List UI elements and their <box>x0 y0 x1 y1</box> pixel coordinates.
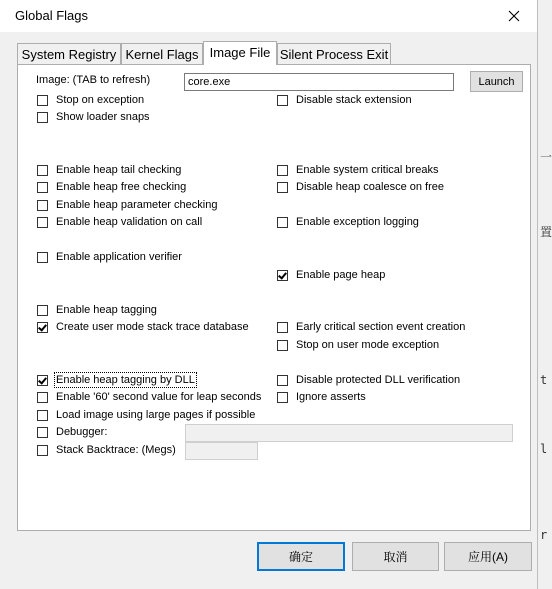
flag-page-heap[interactable]: Enable page heap <box>277 267 385 283</box>
close-icon <box>508 10 520 22</box>
tab-kernel-flags[interactable]: Kernel Flags <box>121 43 203 64</box>
window-title: Global Flags <box>15 8 88 23</box>
checkbox[interactable] <box>37 427 48 438</box>
checkbox[interactable] <box>277 322 288 333</box>
close-button[interactable] <box>493 0 535 31</box>
checkbox[interactable] <box>277 165 288 176</box>
launch-button[interactable]: Launch <box>470 71 523 92</box>
debugger-input[interactable] <box>185 424 513 442</box>
flag-stop-on-exception[interactable]: Stop on exception <box>37 92 144 108</box>
ok-button[interactable]: 确定 <box>257 542 345 571</box>
flag-heap-free-checking[interactable]: Enable heap free checking <box>37 179 186 195</box>
checkbox[interactable] <box>37 165 48 176</box>
flag-heap-tagging-by-dll[interactable]: Enable heap tagging by DLL <box>37 372 195 388</box>
checkbox-checked[interactable] <box>277 270 288 281</box>
checkbox[interactable] <box>277 392 288 403</box>
image-file-panel <box>17 64 531 531</box>
flag-show-loader-snaps[interactable]: Show loader snaps <box>37 109 150 125</box>
image-label: Image: (TAB to refresh) <box>36 74 151 86</box>
checkbox[interactable] <box>277 375 288 386</box>
tab-silent-process-exit[interactable]: Silent Process Exit <box>277 43 391 64</box>
checkbox[interactable] <box>37 95 48 106</box>
flag-exception-logging[interactable]: Enable exception logging <box>277 214 419 230</box>
image-name-input[interactable]: core.exe <box>184 73 454 91</box>
checkbox[interactable] <box>277 340 288 351</box>
flag-application-verifier[interactable]: Enable application verifier <box>37 249 182 265</box>
checkbox[interactable] <box>37 200 48 211</box>
flag-heap-tail-checking[interactable]: Enable heap tail checking <box>37 162 181 178</box>
checkbox[interactable] <box>37 392 48 403</box>
flag-debugger[interactable]: Debugger: <box>37 424 107 440</box>
flag-stop-on-user-exception[interactable]: Stop on user mode exception <box>277 337 439 353</box>
flag-heap-parameter-checking[interactable]: Enable heap parameter checking <box>37 197 217 213</box>
flag-large-pages[interactable]: Load image using large pages if possible <box>37 407 255 423</box>
flag-heap-tagging[interactable]: Enable heap tagging <box>37 302 157 318</box>
checkbox[interactable] <box>37 252 48 263</box>
flag-user-stack-trace-db[interactable]: Create user mode stack trace database <box>37 319 249 335</box>
checkbox[interactable] <box>37 305 48 316</box>
stack-backtrace-input[interactable] <box>185 442 258 460</box>
checkbox-checked[interactable] <box>37 375 48 386</box>
apply-button[interactable]: 应用(A) <box>444 542 532 571</box>
checkbox[interactable] <box>37 182 48 193</box>
checkbox[interactable] <box>37 112 48 123</box>
background-glyph: l <box>540 442 548 456</box>
checkbox[interactable] <box>37 410 48 421</box>
cancel-button[interactable]: 取消 <box>352 542 439 571</box>
flag-disable-heap-coalesce[interactable]: Disable heap coalesce on free <box>277 179 444 195</box>
checkbox[interactable] <box>37 445 48 456</box>
background-glyph: r <box>540 528 548 542</box>
flag-disable-stack-extension[interactable]: Disable stack extension <box>277 92 412 108</box>
flag-ignore-asserts[interactable]: Ignore asserts <box>277 389 366 405</box>
flag-disable-protected-dll[interactable]: Disable protected DLL verification <box>277 372 460 388</box>
background-glyph: t <box>540 373 548 387</box>
checkbox[interactable] <box>277 182 288 193</box>
title-bar <box>0 0 537 32</box>
flag-stack-backtrace[interactable]: Stack Backtrace: (Megs) <box>37 442 176 458</box>
tab-system-registry[interactable]: System Registry <box>17 43 121 64</box>
checkbox[interactable] <box>37 217 48 228</box>
flag-system-critical-breaks[interactable]: Enable system critical breaks <box>277 162 438 178</box>
checkbox[interactable] <box>277 95 288 106</box>
background-glyph: 置 <box>540 225 552 239</box>
flag-leap-seconds[interactable]: Enable '60' second value for leap seconds <box>37 389 261 405</box>
flag-heap-validation-on-call[interactable]: Enable heap validation on call <box>37 214 202 230</box>
flag-early-critical-section[interactable]: Early critical section event creation <box>277 319 465 335</box>
background-glyph: 一 <box>540 150 552 164</box>
tab-image-file[interactable]: Image File <box>203 41 277 65</box>
checkbox[interactable] <box>277 217 288 228</box>
checkbox-checked[interactable] <box>37 322 48 333</box>
